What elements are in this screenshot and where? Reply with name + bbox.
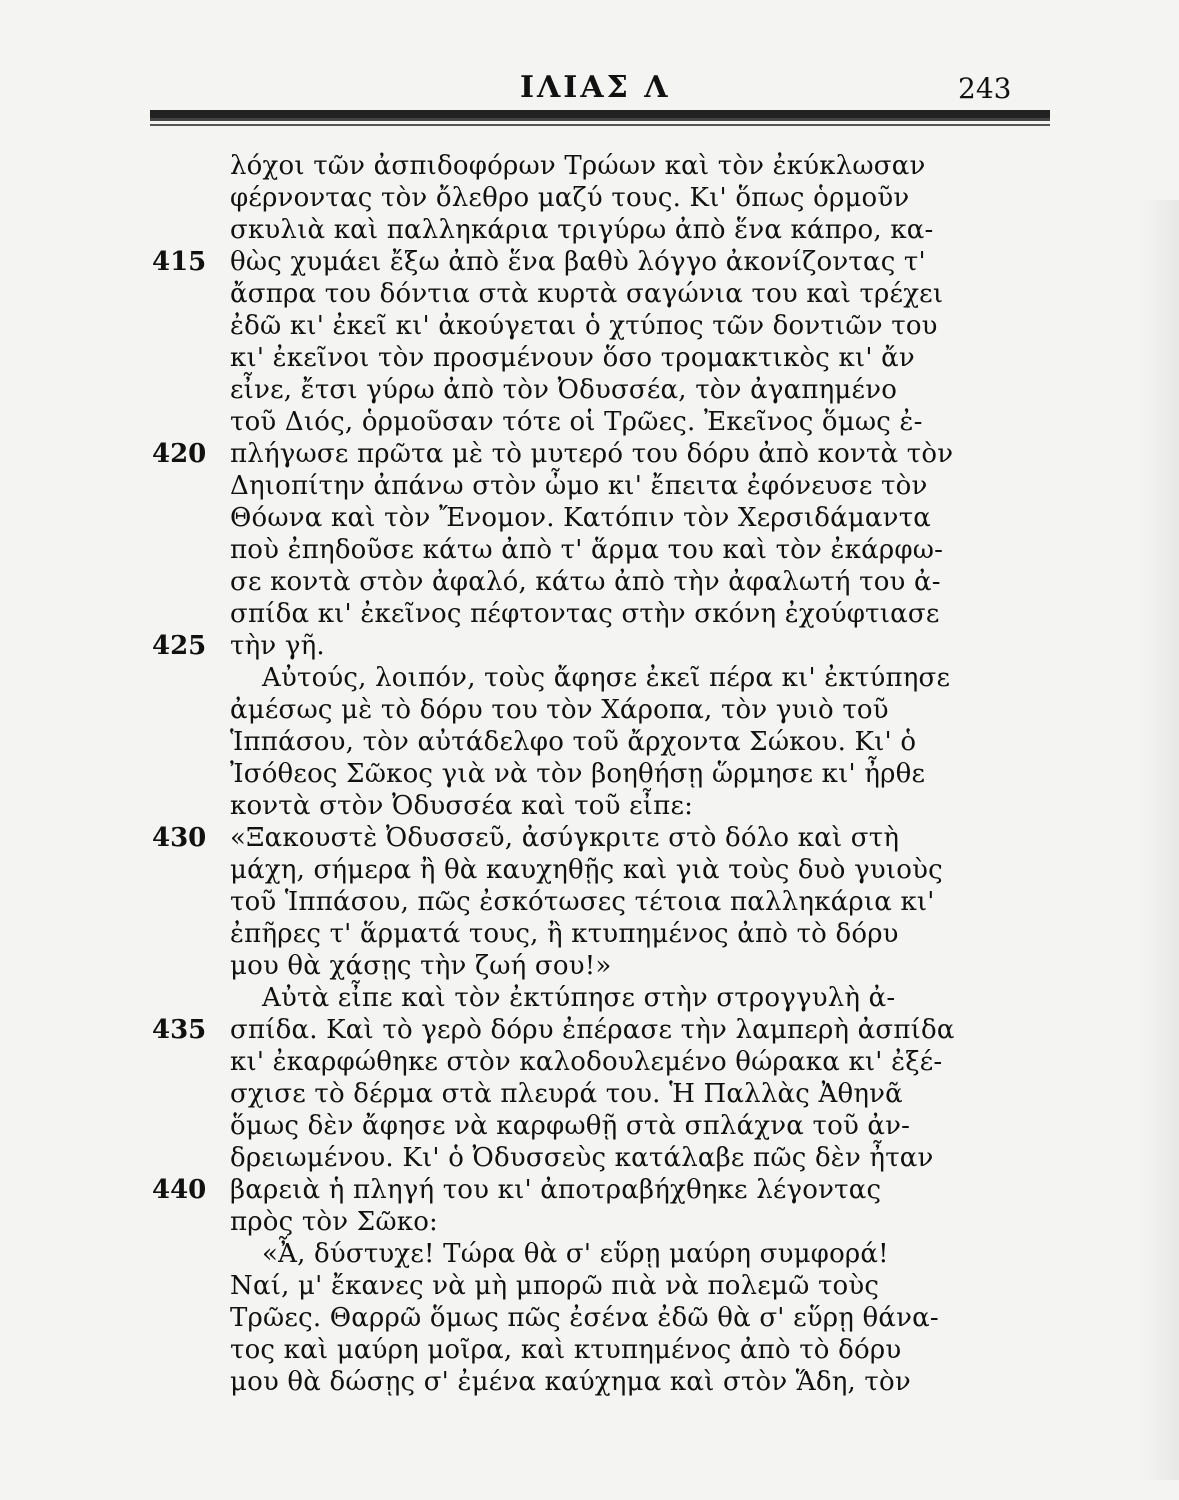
text-line: πλήγωσε πρῶτα μὲ τὸ μυτερό του δόρυ ἀπὸ κοντὰ τὸν <box>230 439 954 469</box>
text-line: ὅμως δὲν ἄφησε νὰ καρφωθῇ στὰ σπλάχνα τοῦ ἀν- <box>230 1111 911 1141</box>
text-line: Τρῶες. Θαρρῶ ὅμως πῶς ἐσένα ἐδῶ θὰ σ' εὕρῃ θάνα- <box>230 1303 939 1333</box>
text-line: κι' ἐκαρφώθηκε στὸν καλοδουλεμένο θώρακα κι' ἐξέ- <box>230 1047 943 1077</box>
text-line: «Ξακουστὲ Ὀδυσσεῦ, ἀσύγκριτε στὸ δόλο καὶ στὴ <box>230 823 900 853</box>
text-line: τοῦ Διός, ὁρμοῦσαν τότε οἱ Τρῶες. Ἐκεῖνος ὅμως ἐ- <box>230 407 923 437</box>
text-line: Ἰσόθεος Σῶκος γιὰ νὰ τὸν βοηθήσῃ ὥρμησε κι' ἦρθε <box>230 759 926 789</box>
line-number-435: 435 <box>152 1015 207 1045</box>
line-number-425: 425 <box>152 631 207 661</box>
text-line: μου θὰ δώσῃς σ' ἐμένα καύχημα καὶ στὸν Ἅδη, τὸν <box>230 1367 911 1397</box>
text-line: ἐπῆρες τ' ἅρματά τους, ἢ κτυπημένος ἀπὸ τὸ δόρυ <box>230 919 899 949</box>
text-line: σπίδα κι' ἐκεῖνος πέφτοντας στὴν σκόνη ἐχούφτιασε <box>230 599 940 629</box>
text-line: θὼς χυμάει ἔξω ἀπὸ ἕνα βαθὺ λόγγο ἀκονίζοντας τ' <box>230 247 926 277</box>
text-line: κι' ἐκεῖνοι τὸν προσμένουν ὅσο τρομακτικὸς κι' ἄν <box>230 343 915 373</box>
text-line: τὴν γῆ. <box>230 631 325 661</box>
text-line: «Ἆ, δύστυχε! Τώρα θὰ σ' εὕρῃ μαύρη συμφορά! <box>262 1239 889 1269</box>
running-head-title: ΙΛΙΑΣ Λ <box>520 70 671 105</box>
text-line: λόχοι τῶν ἀσπιδοφόρων Τρώων καὶ τὸν ἐκύκλωσαν <box>230 151 926 181</box>
text-line: εἶνε, ἔτσι γύρω ἀπὸ τὸν Ὀδυσσέα, τὸν ἀγαπημένο <box>230 375 898 405</box>
header-rule <box>150 110 1050 121</box>
text-line: Αὐτὰ εἶπε καὶ τὸν ἐκτύπησε στὴν στρογγυλὴ ἀ- <box>262 983 896 1013</box>
line-number-415: 415 <box>152 247 207 277</box>
header-rule-thin <box>150 124 1050 126</box>
page-number: 243 <box>958 72 1012 105</box>
text-line: σκυλιὰ καὶ παλληκάρια τριγύρω ἀπὸ ἕνα κάπρο, κα- <box>230 215 934 245</box>
line-number-440: 440 <box>152 1175 207 1205</box>
text-line: σπίδα. Καὶ τὸ γερὸ δόρυ ἐπέρασε τὴν λαμπερὴ ἀσπίδα <box>230 1015 955 1045</box>
page-edge-shadow <box>1140 200 1179 1480</box>
text-line: τος καὶ μαύρη μοῖρα, καὶ κτυπημένος ἀπὸ τὸ δόρυ <box>230 1335 902 1365</box>
text-line: ποὺ ἐπηδοῦσε κάτω ἀπὸ τ' ἅρμα του καὶ τὸν ἐκάρφω- <box>230 535 944 565</box>
text-line: βαρειὰ ἡ πληγή του κι' ἀποτραβήχθηκε λέγοντας <box>230 1175 882 1205</box>
text-line: ἀμέσως μὲ τὸ δόρυ του τὸν Χάροπα, τὸν γυιὸ τοῦ <box>230 695 889 725</box>
text-line: Αὐτούς, λοιπόν, τοὺς ἄφησε ἐκεῖ πέρα κι' ἐκτύπησε <box>262 663 951 693</box>
text-line: Θόωνα καὶ τὸν Ἔνομον. Κατόπιν τὸν Χερσιδάμαντα <box>230 503 932 533</box>
text-line: μάχη, σήμερα ἢ θὰ καυχηθῇς καὶ γιὰ τοὺς δυὸ γυιοὺς <box>230 855 943 885</box>
text-line: δρειωμένου. Κι' ὁ Ὀδυσσεὺς κατάλαβε πῶς δὲν ἦταν <box>230 1143 934 1173</box>
text-line: τοῦ Ἱππάσου, πῶς ἐσκότωσες τέτοια παλληκάρια κι' <box>230 887 935 917</box>
text-line: Ἱππάσου, τὸν αὐτάδελφο τοῦ ἄρχοντα Σώκου. Κι' ὁ <box>230 727 917 757</box>
text-line: ἐδῶ κι' ἐκεῖ κι' ἀκούγεται ὁ χτύπος τῶν δοντιῶν του <box>230 311 938 341</box>
text-line: μου θὰ χάσῃς τὴν ζωή σου!» <box>230 951 612 981</box>
text-line: φέρνοντας τὸν ὄλεθρο μαζύ τους. Κι' ὅπως ὁρμοῦν <box>230 183 910 213</box>
line-number-420: 420 <box>152 439 207 469</box>
line-number-430: 430 <box>152 823 207 853</box>
text-line: κοντὰ στὸν Ὀδυσσέα καὶ τοῦ εἶπε: <box>230 791 694 821</box>
text-line: Ναί, μ' ἔκανες νὰ μὴ μπορῶ πιὰ νὰ πολεμῶ τοὺς <box>230 1271 880 1301</box>
text-line: σε κοντὰ στὸν ἀφαλό, κάτω ἀπὸ τὴν ἀφαλωτή του ἀ- <box>230 567 941 597</box>
text-line: πρὸς τὸν Σῶκο: <box>230 1207 439 1237</box>
text-line: ἄσπρα του δόντια στὰ κυρτὰ σαγώνια του καὶ τρέχει <box>230 279 944 309</box>
text-line: Δηιοπίτην ἀπάνω στὸν ὦμο κι' ἔπειτα ἐφόνευσε τὸν <box>230 471 928 501</box>
text-line: σχισε τὸ δέρμα στὰ πλευρά του. Ἡ Παλλὰς Ἀθηνᾶ <box>230 1079 903 1109</box>
